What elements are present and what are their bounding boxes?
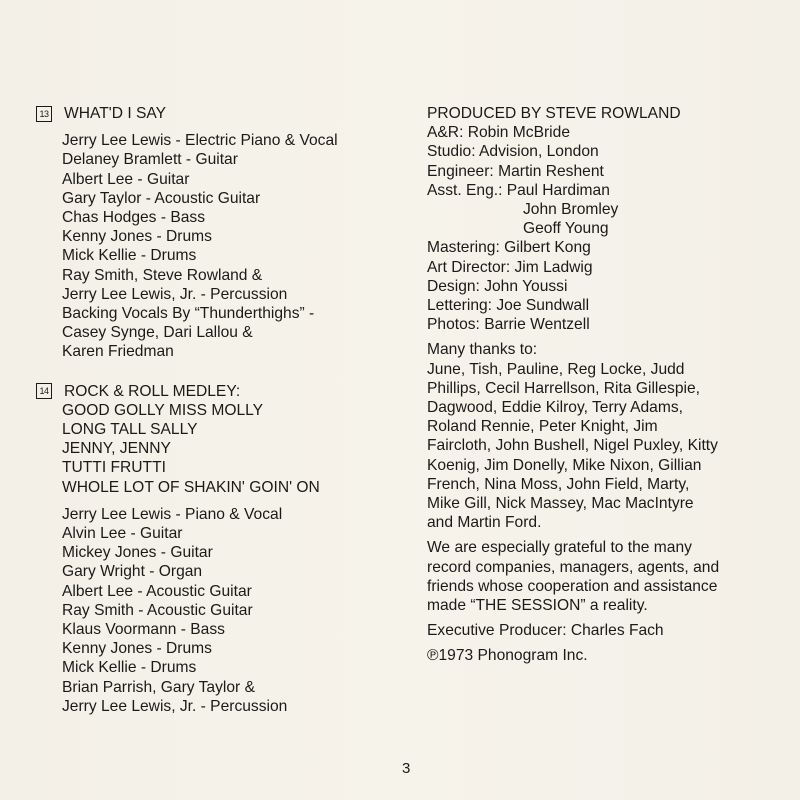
asst-engineer-credit-2: John Bromley xyxy=(523,201,619,219)
credit-line: Delaney Bramlett - Guitar xyxy=(62,151,238,169)
thanks-line: and Martin Ford. xyxy=(427,514,542,532)
credit-line: Jerry Lee Lewis, Jr. - Percussion xyxy=(62,285,288,303)
credit-line: Albert Lee - Guitar xyxy=(62,170,190,188)
grateful-line: friends whose cooperation and assistance xyxy=(427,577,718,595)
credit-line: Kenny Jones - Drums xyxy=(62,640,212,658)
thanks-line: French, Nina Moss, John Field, Marty, xyxy=(427,475,690,493)
grateful-line: made “THE SESSION” a reality. xyxy=(427,597,648,615)
credit-line: Brian Parrish, Gary Taylor & xyxy=(62,678,255,696)
copyright-notice: ℗1973 Phonogram Inc. xyxy=(427,647,588,665)
track-number-box: 14 xyxy=(36,383,52,399)
song-title: LONG TALL SALLY xyxy=(62,421,198,439)
executive-producer-credit: Executive Producer: Charles Fach xyxy=(427,622,664,640)
track-title: ROCK & ROLL MEDLEY: xyxy=(64,382,241,400)
track-14-credits xyxy=(36,505,396,716)
grateful-line: We are especially grateful to the many xyxy=(427,539,692,557)
track-14-songs xyxy=(36,401,396,497)
credit-line: Ray Smith - Acoustic Guitar xyxy=(62,601,253,619)
track-number-box: 13 xyxy=(36,106,52,122)
thanks-line: Koenig, Jim Donelly, Mike Nixon, Gillian xyxy=(427,456,702,474)
thanks-line: June, Tish, Pauline, Reg Locke, Judd xyxy=(427,360,685,378)
track-13-credits xyxy=(36,131,396,361)
studio-credit: Studio: Advision, London xyxy=(427,143,599,161)
credit-line: Mick Kellie - Drums xyxy=(62,659,197,677)
lettering-credit: Lettering: Joe Sundwall xyxy=(427,297,590,315)
credit-line: Albert Lee - Acoustic Guitar xyxy=(62,582,252,600)
design-credit: Design: John Youssi xyxy=(427,277,568,295)
credit-line: Casey Synge, Dari Lallou & xyxy=(62,324,253,342)
asst-engineer-credit-3: Geoff Young xyxy=(523,220,609,238)
ar-credit: A&R: Robin McBride xyxy=(427,124,570,142)
thanks-line: Phillips, Cecil Harrellson, Rita Gillespie, xyxy=(427,379,700,397)
page-number: 3 xyxy=(402,760,411,777)
credit-line: Kenny Jones - Drums xyxy=(62,228,212,246)
song-title: WHOLE LOT OF SHAKIN' GOIN' ON xyxy=(62,478,320,496)
photos-credit: Photos: Barrie Wentzell xyxy=(427,316,590,334)
track-title: WHAT'D I SAY xyxy=(64,105,167,122)
song-title: TUTTI FRUTTI xyxy=(62,459,166,477)
producer-credit: PRODUCED BY STEVE ROWLAND xyxy=(427,105,681,122)
engineer-credit: Engineer: Martin Reshent xyxy=(427,162,604,180)
track-13-heading xyxy=(36,104,396,123)
credit-line: Backing Vocals By “Thunderthighs” - xyxy=(62,305,315,323)
credit-line: Jerry Lee Lewis, Jr. - Percussion xyxy=(62,697,288,715)
track-14-heading xyxy=(36,382,396,401)
mastering-credit: Mastering: Gilbert Kong xyxy=(427,239,591,257)
credit-line: Mick Kellie - Drums xyxy=(62,247,197,265)
asst-engineer-credit: Asst. Eng.: Paul Hardiman xyxy=(427,181,610,199)
thanks-paragraph xyxy=(427,360,772,533)
song-title: JENNY, JENNY xyxy=(62,440,171,458)
credit-line: Klaus Voormann - Bass xyxy=(62,621,225,639)
credit-line: Jerry Lee Lewis - Piano & Vocal xyxy=(62,505,283,523)
credit-line: Chas Hodges - Bass xyxy=(62,209,206,227)
credit-line: Gary Taylor - Acoustic Guitar xyxy=(62,189,261,207)
thanks-line: Mike Gill, Nick Massey, Mac MacIntyre xyxy=(427,495,694,513)
credit-line: Alvin Lee - Guitar xyxy=(62,525,183,543)
song-title: GOOD GOLLY MISS MOLLY xyxy=(62,401,264,419)
grateful-line: record companies, managers, agents, and xyxy=(427,558,720,576)
thanks-line: Roland Rennie, Peter Knight, Jim xyxy=(427,418,658,436)
thanks-line: Dagwood, Eddie Kilroy, Terry Adams, xyxy=(427,399,683,417)
thanks-line: Faircloth, John Bushell, Nigel Puxley, Kitty xyxy=(427,437,718,455)
grateful-paragraph xyxy=(427,538,772,615)
credit-line: Mickey Jones - Guitar xyxy=(62,544,213,562)
credit-line: Gary Wright - Organ xyxy=(62,563,203,581)
thanks-heading: Many thanks to: xyxy=(427,341,538,359)
left-column xyxy=(36,104,396,716)
credit-line: Karen Friedman xyxy=(62,343,174,361)
right-column xyxy=(427,104,772,666)
art-director-credit: Art Director: Jim Ladwig xyxy=(427,258,593,276)
credit-line: Ray Smith, Steve Rowland & xyxy=(62,266,263,284)
credit-line: Jerry Lee Lewis - Electric Piano & Vocal xyxy=(62,132,338,150)
